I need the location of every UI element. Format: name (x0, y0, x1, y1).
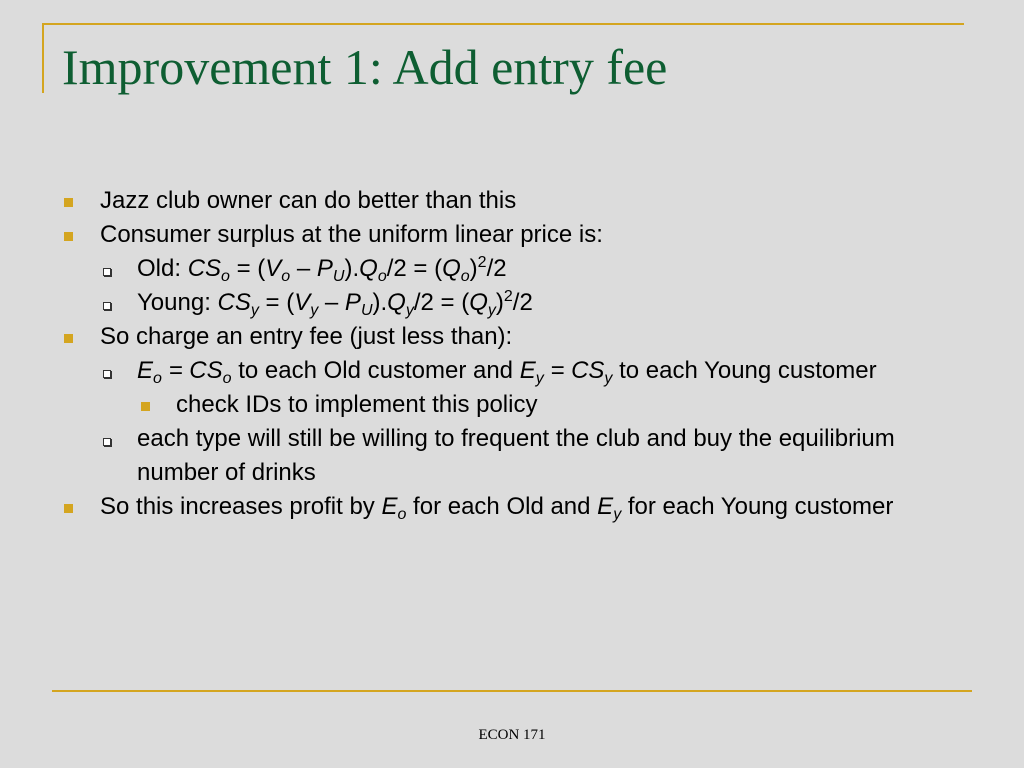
footer-rule (52, 690, 972, 692)
frame-left-rule (42, 23, 44, 93)
sub-bullet-young (60, 286, 960, 320)
formula-fee: $E_o = CS_o$ to each Old customer and $E_y = CS_y$ to each Young customer (137, 357, 877, 387)
hollow-square-bullet-icon (103, 438, 111, 446)
bullet-entry-fee (60, 320, 960, 354)
sub-sub-bullet-check-ids (60, 388, 960, 422)
bullet-text: Jazz club owner can do better than this (100, 187, 517, 214)
square-bullet-icon (64, 504, 73, 513)
formula-old: Old: $CS_o = (V_o - P_U).Q_o/2 = (Q_o)^2/2$ (137, 254, 507, 285)
bullet-text: So charge an entry fee (just less than): (100, 323, 513, 350)
sub-bullet-fee-formula (60, 354, 960, 388)
footer-text: ECON 171 (478, 727, 546, 743)
bullet-text: check IDs to implement this policy (176, 391, 538, 418)
hollow-square-bullet-icon (103, 268, 111, 276)
sub-bullet-old (60, 252, 960, 286)
formula-young: Young: $CS_y = (V_y - P_U).Q_y/2 = (Q_y)^2/2$ (137, 288, 533, 319)
hollow-square-bullet-icon (103, 370, 111, 378)
bullet-profit (60, 490, 960, 524)
frame-top-rule (42, 23, 964, 25)
bullet-jazz-club (60, 184, 960, 218)
slide-body (60, 184, 960, 524)
square-bullet-icon (64, 198, 73, 207)
bullet-text: each type will still be willing to frequent the club and buy the equilibrium number of drinks (137, 425, 895, 486)
square-bullet-icon (64, 334, 73, 343)
sub-bullet-each-type (60, 422, 960, 490)
hollow-square-bullet-icon (103, 302, 111, 310)
bullet-text: So this increases profit by $E_o$ for each Old and $E_y$ for each Young customer (100, 493, 894, 523)
square-bullet-icon (64, 232, 73, 241)
slide-title: Improvement 1: Add entry fee (62, 39, 668, 95)
bullet-consumer-surplus (60, 218, 960, 252)
square-bullet-icon (141, 402, 150, 411)
bullet-text: Consumer surplus at the uniform linear price is: (100, 221, 603, 248)
